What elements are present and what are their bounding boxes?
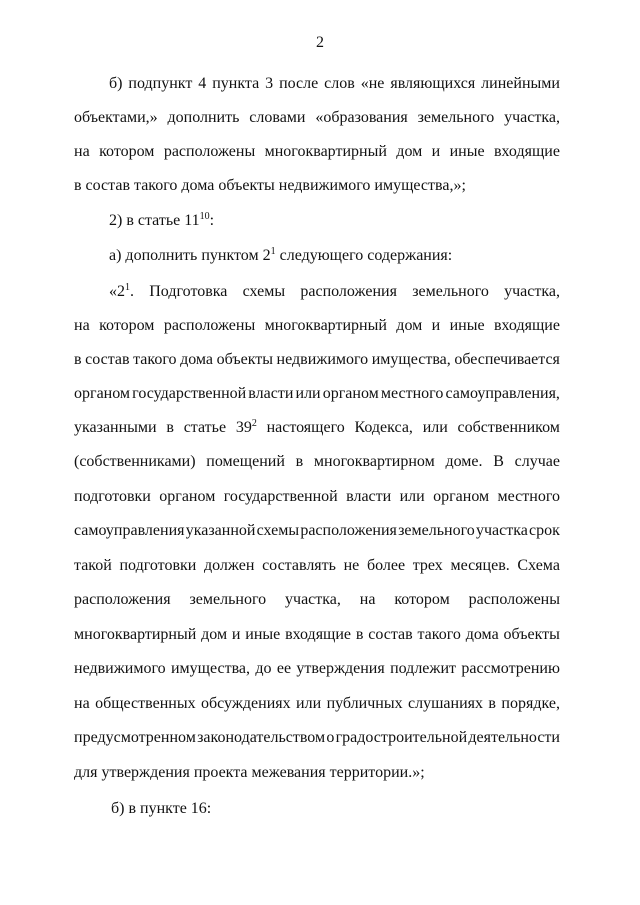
- text-line: в состав такого дома объекты недвижимого имущества, обеспечивается: [74, 351, 560, 368]
- text-line: недвижимого имущества, до ее утверждения подлежит рассмотрению: [74, 660, 560, 677]
- text-line: подготовки органом государственной власти или органом местного: [74, 488, 560, 505]
- text-line: б) подпункт 4 пункта 3 после слов «не являющихся линейными: [109, 75, 560, 92]
- text-line: объектами,» дополнить словами «образования земельного участка,: [74, 109, 560, 126]
- text-line: (собственниками) помещений в многоквартирном доме. В случае: [74, 453, 560, 470]
- text-line: многоквартирный дом и иные входящие в состав такого дома объекты: [74, 626, 560, 643]
- text-line: в состав такого дома объекты недвижимого имущества,»;: [74, 177, 466, 194]
- text-line: предусмотренном законодательством о градостроительной деятельности: [74, 729, 560, 746]
- text-line: самоуправления указанной схемы расположения земельного участка срок: [74, 522, 560, 539]
- text-line: указанными в статье $39^2$ настоящего Кодекса, или собственником: [74, 418, 560, 436]
- text-line: а) дополнить пунктом $2^1$ следующего содержания:: [109, 246, 453, 264]
- text-line: 2) в статье $11^{10}$:: [109, 211, 215, 229]
- page-number: 2: [316, 34, 324, 51]
- text-line: на котором расположены многоквартирный дом и иные входящие: [74, 317, 560, 334]
- text-line: расположения земельного участка, на котором расположены: [74, 591, 560, 608]
- text-line: такой подготовки должен составлять не более трех месяцев. Схема: [74, 557, 560, 574]
- text-line: «$2^1$. Подготовка схемы расположения земельного участка,: [109, 282, 560, 300]
- text-line: на котором расположены многоквартирный дом и иные входящие: [74, 143, 560, 160]
- text-line: б) в пункте 16:: [111, 800, 212, 817]
- text-line: для утверждения проекта межевания территории.»;: [74, 764, 425, 781]
- text-line: на общественных обсуждениях или публичных слушаниях в порядке,: [74, 695, 560, 712]
- text-line: органом государственной власти или органом местного самоуправления,: [74, 385, 560, 402]
